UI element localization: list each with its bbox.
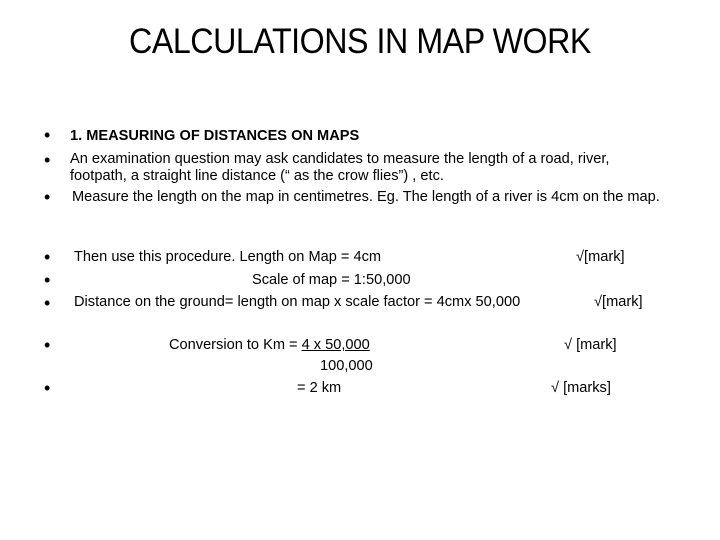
- conversion-denominator: 100,000: [320, 358, 373, 374]
- measure-text: Measure the length on the map in centimetres. Eg. The length of a river is 4cm on the map.: [72, 189, 660, 205]
- scale-text: Scale of map = 1:50,000: [252, 272, 411, 288]
- result-text: = 2 km: [297, 380, 342, 396]
- bullet-icon: •: [44, 293, 51, 313]
- bullet-icon: •: [44, 150, 51, 170]
- procedure-mark: √[mark]: [576, 249, 625, 265]
- bullet-icon: •: [44, 125, 51, 145]
- bullet-icon: •: [44, 378, 51, 398]
- conversion-numerator: 4 x 50,000: [301, 337, 370, 353]
- conversion-label: Conversion to Km =: [169, 337, 302, 353]
- slide-title: CALCULATIONS IN MAP WORK: [129, 22, 591, 61]
- distance-mark: √[mark]: [594, 294, 643, 310]
- bullet-icon: •: [44, 335, 51, 355]
- procedure-text: Then use this procedure. Length on Map = 4cm: [74, 249, 382, 265]
- conversion-line: [169, 337, 370, 354]
- bullet-icon: •: [44, 270, 51, 290]
- bullet-icon: •: [44, 247, 51, 267]
- exam-text: An examination question may ask candidates to measure the length of a road, river, footpath, a straight line distance (“ as the crow flies”) , etc.: [70, 151, 610, 184]
- result-mark: √ [marks]: [551, 380, 611, 396]
- conversion-mark: √ [mark]: [564, 337, 617, 353]
- distance-text: Distance on the ground= length on map x scale factor = 4cmx 50,000: [74, 294, 521, 310]
- bullet-icon: •: [44, 187, 51, 207]
- section-heading: 1. MEASURING OF DISTANCES ON MAPS: [70, 128, 360, 144]
